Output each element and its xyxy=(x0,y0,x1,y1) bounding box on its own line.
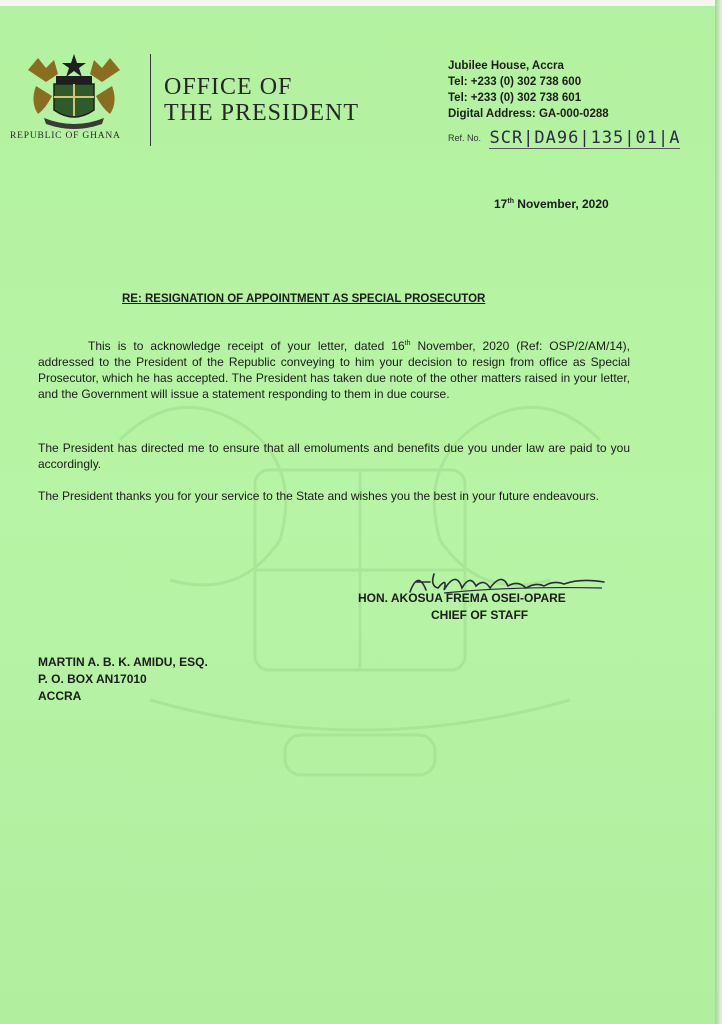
contact-digital-address: Digital Address: GA-000-0288 xyxy=(448,108,609,120)
recipient-line3: ACCRA xyxy=(38,689,82,703)
reference-number: SCR|DA96|135|01|A xyxy=(489,128,681,148)
office-title xyxy=(164,74,359,126)
body-paragraph-2: The President has directed me to ensure that all emoluments and benefits due you under law are paid to you accordingly. xyxy=(38,441,630,471)
p1-text-a: This is to acknowledge receipt of your letter, dated 16 xyxy=(88,339,405,353)
signatory-title: CHIEF OF STAFF xyxy=(431,608,529,622)
ghana-coat-of-arms-icon xyxy=(24,52,124,132)
reference-label: Ref. No. xyxy=(448,133,482,143)
letterhead-divider xyxy=(150,54,151,146)
office-title-line2: THE PRESIDENT xyxy=(164,100,359,126)
republic-label: REPUBLIC OF GHANA xyxy=(10,131,121,141)
reference-row xyxy=(448,128,680,148)
recipient-line1: MARTIN A. B. K. AMIDU, ESQ. xyxy=(38,655,208,669)
contact-address: Jubilee House, Accra xyxy=(448,60,564,72)
date-suffix: th xyxy=(507,198,514,205)
contact-tel2: Tel: +233 (0) 302 738 601 xyxy=(448,92,582,104)
letter-date xyxy=(494,197,609,211)
body-paragraph-3: The President thanks you for your service to the State and wishes you the best in your future endeavours. xyxy=(38,489,599,503)
date-rest: November, 2020 xyxy=(513,197,609,211)
contact-tel1: Tel: +233 (0) 302 738 600 xyxy=(448,76,582,88)
date-day: 17 xyxy=(494,197,508,211)
contact-block xyxy=(448,58,609,122)
signatory-name: HON. AKOSUA FREMA OSEI-OPARE xyxy=(358,591,566,605)
letter-subject: RE: RESIGNATION OF APPOINTMENT AS SPECIAL PROSECUTOR xyxy=(122,293,486,305)
recipient-address xyxy=(38,654,208,705)
p1-sup: th xyxy=(404,340,411,347)
body-paragraph-1 xyxy=(38,336,630,402)
p1-text-b: November, 2020 (Ref: OSP/2/AM/14), addressed to the President of the Republic conveying to him your decision to resign from office as Special Prosecutor, which he has accepted. The President has taken due note of the other matters raised in your letter, and the Government will issue a statement responding to them in due course. xyxy=(38,339,630,401)
office-title-line1: OFFICE OF xyxy=(164,74,293,100)
recipient-line2: P. O. BOX AN17010 xyxy=(38,672,147,686)
